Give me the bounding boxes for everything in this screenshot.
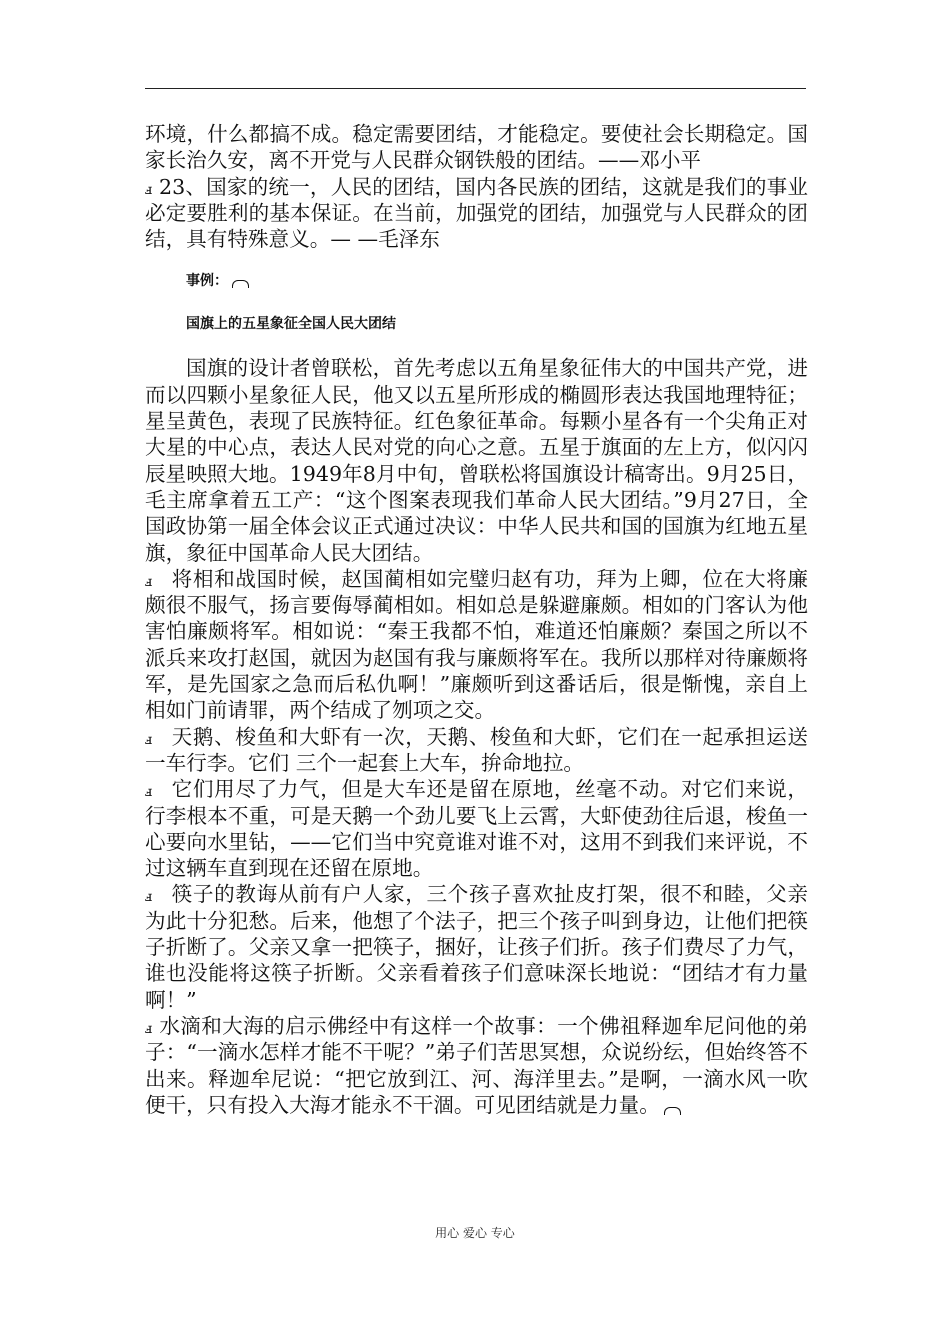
- return-mark-icon: [232, 280, 249, 288]
- closing-paragraph: [145, 1013, 808, 1118]
- list-item: [145, 776, 808, 881]
- list-item: [145, 724, 808, 777]
- example-label: 事例：: [186, 273, 228, 290]
- example-heading: [186, 271, 808, 291]
- list-marker-icon: ⅎ: [145, 889, 153, 906]
- story-paragraph: 国旗的设计者曾联松，首先考虑以五角星象征伟大的中国共产党，进而以四颗小星象征人民，他又以五星所形成的椭圆形表达我国地理特征；星呈黄色，表现了民族特征。红色象征革命。每颗小星各有一个尖角正对大星的中心点，表达人民对党的向心之意。五星于旗面的左上方，似闪闪辰星映照大地。1949年8月中旬，曾联松将国旗设计稿寄出。9月25日，毛主席拿着五工产：“这个图案表现我们革命人民大团结。”9月27日，全国政协第一届全体会议正式通过决议：中华人民共和国的国旗为红地五星旗，象征中国革命人民大团结。: [145, 356, 808, 565]
- return-mark-icon: [664, 1107, 681, 1115]
- list-item: [145, 881, 808, 1012]
- list-marker-icon: ⅎ: [145, 181, 153, 198]
- example-title: 国旗上的五星象征全国人民大团结: [186, 316, 396, 333]
- list-item: [145, 566, 808, 724]
- list-item-text: 筷子的教诲从前有户人家，三个孩子喜欢扯皮打架，很不和睦，父亲为此十分犯愁。后来，他想了个法子，把三个孩子叫到身边，让他们把筷子折断了。父亲又拿一把筷子，捆好，让孩子们折。孩子们费尽了力气，谁也没能将这筷子折断。父亲看着孩子们意味深长地说：“团结才有力量啊！”: [145, 882, 808, 1012]
- list-marker-icon: ⅎ: [145, 1020, 153, 1037]
- list-item-text: 它们用尽了力气，但是大车还是留在原地，丝毫不动。对它们来说，行李根本不重，可是天鹅一个劲儿要飞上云霄，大虾使劲往后退，梭鱼一心要向水里钻，——它们当中究竟谁对谁不对，这用不到我们来评说，不过这辆车直到现在还留在原地。: [145, 777, 808, 881]
- document-body: [145, 121, 808, 1118]
- page-footer: 用心 爱心 专心: [435, 1226, 515, 1240]
- list-item-text: 天鹅、梭鱼和大虾有一次，天鹅、梭鱼和大虾，它们在一起承担运送一车行李。它们 三个一起套上大车，拚命地拉。: [145, 724, 808, 775]
- intro-paragraph-2-text: 23、国家的统一，人民的团结，国内各民族的团结，这就是我们的事业必定要胜利的基本保证。在当前，加强党的团结，加强党与人民群众的团结，具有特殊意义。— —毛泽东: [145, 174, 808, 252]
- header-rule: [145, 88, 806, 89]
- intro-paragraph-2: [145, 174, 808, 253]
- intro-paragraph-1: 环境，什么都搞不成。稳定需要团结，才能稳定。要使社会长期稳定。国家长治久安，离不开党与人民群众钢铁般的团结。——邓小平: [145, 122, 808, 173]
- list-marker-icon: ⅎ: [145, 784, 153, 801]
- list-marker-icon: ⅎ: [145, 731, 153, 748]
- closing-paragraph-text: 水滴和大海的启示佛经中有这样一个故事：一个佛祖释迦牟尼问他的弟子：“一滴水怎样才能不干呢？”弟子们苦思冥想，众说纷纭，但始终答不出来。释迦牟尼说：“把它放到江、河、海洋里去。”是啊，一滴水风一吹便干，只有投入大海才能永不干涸。可见团结就是力量。: [145, 1013, 808, 1117]
- list-marker-icon: ⅎ: [145, 573, 153, 590]
- list-item-text: 将相和战国时候，赵国蔺相如完璧归赵有功，拜为上卿，位在大将廉颇很不服气，扬言要侮辱蔺相如。相如总是躲避廉颇。相如的门客认为他害怕廉颇将军。相如说：“秦王我都不怕，难道还怕廉颇？秦国之所以不派兵来攻打赵国，就因为赵国有我与廉颇将军在。我所以那样对待廉颇将军，是先国家之急而后私仇啊！”廉颇听到这番话后，很是惭愧，亲自上相如门前请罪，两个结成了刎项之交。: [145, 566, 808, 723]
